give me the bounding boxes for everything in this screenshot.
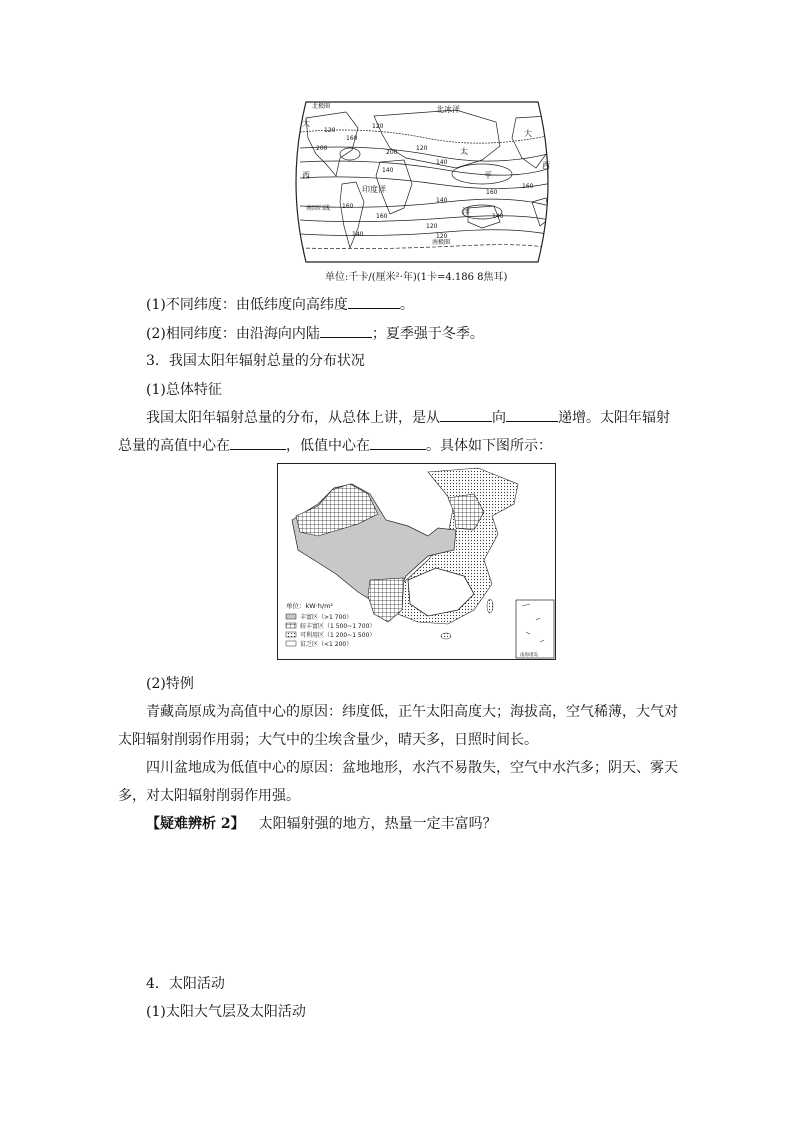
label-xi-left: 西 (302, 171, 310, 180)
world-map-caption: 单位:千卡/(厘米²·年)(1卡=4.186 8焦耳) (325, 272, 508, 283)
contour-value: 200 (386, 149, 398, 156)
para-sichuan-1: 四川盆地成为低值中心的原因：盆地地形，水汽不易散失，空气中水汽多；阴天、雾天 (146, 760, 678, 776)
label-xi-right: 西 (542, 161, 550, 170)
paragraph-overall (146, 407, 670, 428)
legend-rich: 丰富区（>1 700） (300, 614, 353, 621)
label-antarctic-circle: 南极圈 (432, 239, 451, 246)
answer-blank[interactable] (370, 435, 426, 450)
question-text: 太阳辐射强的地方，热量一定丰富吗？ (258, 816, 497, 832)
answer-blank[interactable] (230, 435, 286, 450)
label-indian-ocean: 印度洋 (362, 185, 386, 194)
para-tibet-2: 太阳辐射削弱作用弱；大气中的尘埃含量少，晴天多，日照时间长。 (118, 732, 538, 748)
contour-value: 200 (316, 145, 328, 152)
difficulty-question (146, 814, 497, 834)
label-arctic-ocean: 北冰洋 (436, 105, 460, 114)
contour-value: 120 (416, 145, 428, 152)
label-yang: 洋 (462, 207, 470, 216)
contour-value: 120 (436, 233, 448, 240)
contour-value: 160 (486, 189, 498, 196)
paragraph-overall-2 (118, 435, 552, 456)
contour-value: 140 (352, 231, 364, 238)
inset-label: 南海诸岛 (520, 653, 538, 658)
contour-value: 140 (436, 197, 448, 204)
para1-f: 。具体如下图所示： (426, 438, 552, 454)
contour-value: 140 (436, 159, 448, 166)
south-china-sea-inset (516, 600, 554, 658)
world-radiation-map (286, 98, 558, 266)
china-radiation-map (277, 463, 556, 660)
label-arctic-circle: 北极圈 (312, 103, 331, 110)
para-tibet-1: 青藏高原成为高值中心的原因：纬度低，正午太阳高度大；海拔高，空气稀薄，大气对 (146, 704, 678, 720)
label-ping: 平 (484, 171, 492, 180)
fairly-rich-region-southwest (368, 578, 404, 622)
answer-blank[interactable] (348, 294, 400, 309)
contour-value: 140 (382, 167, 394, 174)
answer-blank[interactable] (320, 323, 372, 338)
answer-blank[interactable] (506, 407, 558, 422)
label-da-right: 大 (524, 129, 532, 138)
para1-c: 递增。太阳年辐射 (558, 410, 670, 426)
section-3-2-heading: (2)特例 (146, 676, 194, 692)
contour-value: 120 (426, 223, 438, 230)
legend-poor: 贫乏区（<1 200） (300, 641, 353, 648)
point-2 (146, 323, 484, 344)
point-1-suffix: 。 (399, 297, 414, 313)
legend-fairly-rich: 较丰富区（1 500~1 700） (300, 623, 376, 630)
contour-value: 120 (324, 127, 336, 134)
section-4-1-heading: (1)太阳大气层及太阳活动 (146, 1004, 306, 1020)
world-map-graphic (286, 98, 558, 266)
answer-blank[interactable] (440, 407, 492, 422)
para1-e: ，低值中心在 (286, 438, 370, 454)
label-tai: 太 (460, 147, 468, 156)
label-da-left: 大 (302, 119, 310, 128)
para1-a: 我国太阳年辐射总量的分布，从总体上讲，是从 (146, 410, 440, 426)
question-tag: 【疑难辨析 2】 (146, 816, 245, 832)
contour-value: 120 (372, 123, 384, 130)
contour-value: 160 (342, 203, 354, 210)
china-map-graphic (278, 464, 555, 659)
legend-usable: 可利用区（1 200~1 500） (300, 632, 376, 639)
point-1 (146, 294, 414, 315)
section-4-heading: 4．太阳活动 (146, 976, 225, 992)
section-3-1-heading: (1)总体特征 (146, 382, 222, 398)
point-2-text: (2)相同纬度：由沿海向内陆 (146, 326, 320, 342)
contour-value: 160 (346, 135, 358, 142)
point-1-text: (1)不同纬度：由低纬度向高纬度 (146, 297, 348, 313)
contour-value: 160 (522, 183, 534, 190)
contour-value: 140 (492, 213, 504, 220)
para-sichuan-2: 多，对太阳辐射削弱作用强。 (118, 788, 300, 804)
section-3-heading: 3．我国太阳年辐射总量的分布状况 (146, 353, 365, 369)
para1-d: 总量的高值中心在 (118, 438, 230, 454)
contour-value: 160 (376, 213, 388, 220)
label-south-tropic: 南回归线 (306, 205, 331, 212)
para1-b: 向 (492, 410, 506, 426)
point-2-suffix: ；夏季强于冬季。 (371, 326, 484, 342)
legend-unit: 单位：kW·h/m² (286, 602, 334, 610)
